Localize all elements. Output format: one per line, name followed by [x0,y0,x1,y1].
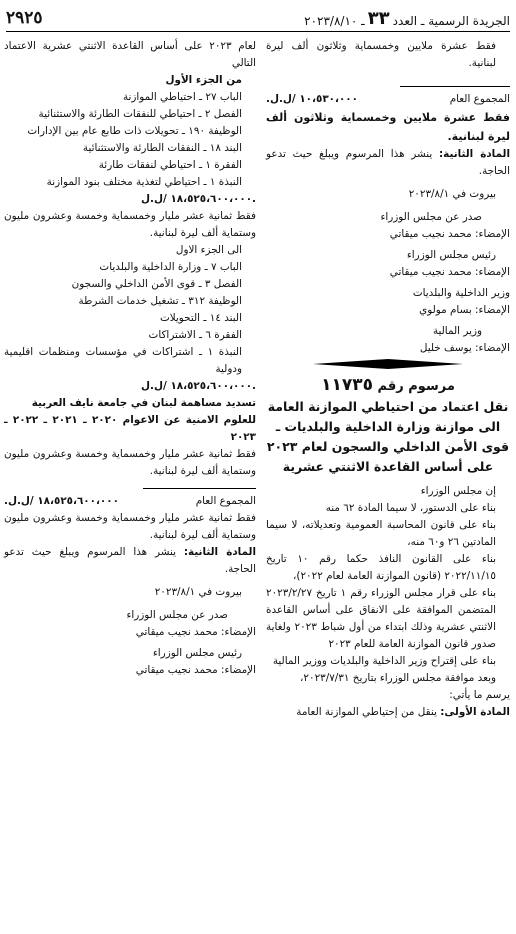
left-column [4,38,256,679]
article-1 [266,704,510,721]
budget-line: الوظيفة ٣١٢ ـ تشغيل خدمات الشرطة [78,295,242,307]
signature-1: الإمضاء: محمد نجيب ميقاتي [389,228,510,240]
issued-by: صدر عن مجلس الوزراء [126,609,228,621]
article-2-text: ينشر هذا المرسوم ويبلغ حيث تدعو الحاجة. [4,546,256,575]
budget-line: الفقرة ١ ـ احتياطي لنفقات طارئة [98,159,242,171]
place-date: بيروت في ٢٠٢٣/٨/١ [154,586,242,598]
total-label: المجموع العام [195,495,256,507]
article-2 [4,544,256,578]
issued-by: صدر عن مجلس الوزراء [380,211,482,223]
signature-2: الإمضاء: محمد نجيب ميقاتي [389,266,510,278]
amount-1-words: فقط ثمانية عشر مليار وخمسماية وخمسة وعشرون مليون وستماية ألف ليرة لبنانية. [4,210,256,239]
place-date: بيروت في ٢٠٢٣/٨/١ [408,188,496,200]
article-2-label: المادة الثانية: [439,148,511,160]
amount-1 [4,191,256,208]
budget-line: البند ١٨ ـ النفقات الطارئة والاستثنائية [82,142,242,154]
signature-3: الإمضاء: بسام مولوي [419,304,510,316]
decree-title-line: نقل اعتماد من احتياطي الموازنة العامة [267,399,509,414]
intro-text: لعام ٢٠٢٣ على أساس القاعدة الاثنتي عشرية الاعتماد التالي [4,40,256,69]
right-column [266,38,510,721]
issue-number: ٣٣ [367,8,390,29]
total-words: فقط ثمانية عشر مليار وخمسماية وخمسة وعشرون مليون وستماية ألف ليرة لبنانية. [4,512,256,541]
decree-title [266,397,510,477]
article-2-label: المادة الثانية: [183,546,257,558]
section-divider-icon [266,359,510,369]
total-row [266,91,510,108]
pm-title: رئيس مجلس الوزراء [152,647,242,659]
total-amount: ١٠،٥٣٠،٠٠٠ /ل.ل. [266,93,358,105]
amount-words: فقط عشرة ملايين وخمسماية وثلاثون ألف ليرة لبنانية. [266,40,496,69]
total-row [4,493,256,510]
nayef-line-2: للعلوم الامنية عن الاعوام ٢٠٢٠ ـ ٢٠٢١ ـ ٢٠٢٢ ـ ٢٠٢٣ [4,414,256,443]
amount-2-words: فقط ثمانية عشر مليار وخمسماية وخمسة وعشرون مليون وستماية ألف ليرة لبنانية. [4,448,256,477]
council-intro: إن مجلس الوزراء [420,485,496,497]
signature-2: الإمضاء: محمد نجيب ميقاتي [135,664,256,676]
basis-3: بناء على القانون النافذ حكما رقم ١٠ تاريخ ٢٠٢٢/١١/١٥ (قانون الموازنة العامة لعام ٢٠٢٢)، [266,553,496,582]
signature-1: الإمضاء: محمد نجيب ميقاتي [135,626,256,638]
amount-value: ١٨،٥٢٥،٦٠٠،٠٠٠ /ل.ل. [141,193,256,205]
budget-line: الفصل ٣ ـ قوى الأمن الداخلي والسجون [71,278,242,290]
amount-2 [4,378,256,395]
basis-6: وبعد موافقة مجلس الوزراء بتاريخ ٢٠٢٣/٧/٣١، [300,672,496,684]
total-amount: ١٨،٥٢٥،٦٠٠،٠٠٠ /ل.ل. [4,495,119,507]
decrees-line: يرسم ما يأتي: [449,689,510,701]
header-journal-info [304,10,510,28]
basis-2: بناء على قانون المحاسبة العمومية وتعديلاته، لا سيما المادتين ٢٦ و٦٠ منه، [266,519,496,548]
issue-date: ـ ٢٠٢٣/٨/١٠ [304,14,365,28]
budget-line: الباب ٢٧ ـ احتياطي الموازنة [122,91,242,103]
budget-line: الفقرة ٦ ـ الاشتراكات [148,329,242,341]
divider-line [400,86,510,87]
nayef-line-1: تسديد مساهمة لبنان في جامعة نايف العربية [31,397,256,409]
decree-number: ١١٧٣٥ [321,375,374,395]
budget-line: النبذة ١ ـ احتياطي لتغذية مختلف بنود الموازنة [46,176,242,188]
decree-label: مرسوم رقم [377,379,455,394]
basis-1: بناء على الدستور، لا سيما المادة ٦٢ منه [325,502,496,514]
budget-line: الباب ٧ ـ وزارة الداخلية والبلديات [99,261,242,273]
amount-value: ١٨،٥٢٥،٦٠٠،٠٠٠ /ل.ل. [141,380,256,392]
article-1-label: المادة الأولى: [440,706,510,718]
part-heading-2: الى الجزء الاول [175,244,242,256]
journal-name: الجريدة الرسمية ـ العدد [392,14,510,28]
decree-title-line: قوى الأمن الداخلي والسجون لعام ٢٠٢٣ [266,439,510,454]
pm-title: رئيس مجلس الوزراء [406,249,496,261]
budget-line: البند ١٤ ـ التحويلات [159,312,242,324]
part-heading: من الجزء الأول [165,74,242,86]
page-number: ٢٩٢٥ [6,8,43,28]
basis-4: بناء على قرار مجلس الوزراء رقم ١ تاريخ ٢٠٢٣/٢/٢٧ المتضمن الموافقة على الانفاق على أساس القاعدة الاثنتي عشرية وذلك ابتداء من أول شباط ٢٠٢٣ ولغاية صدور قانون الموازنة العامة للعام ٢٠٢٣ [266,587,497,650]
signature-4: الإمضاء: يوسف خليل [419,342,510,354]
decree-heading [266,375,510,397]
decree-title-line: على أساس القاعدة الاثنتي عشرية [282,459,494,474]
interior-minister-title: وزير الداخلية والبلديات [412,287,510,299]
page-header [6,2,510,32]
finance-minister-title: وزير المالية [432,325,482,337]
basis-5: بناء على إقتراح وزير الداخلية والبلديات ووزير المالية [272,655,496,667]
total-label: المجموع العام [449,93,510,105]
budget-line: النبذة ١ ـ اشتراكات في مؤسسات ومنظمات اقليمية ودولية [4,346,242,375]
article-2-text: ينشر هذا المرسوم ويبلغ حيث تدعو الحاجة. [266,148,510,177]
budget-line: الوظيفة ١٩٠ ـ تحويلات ذات طابع عام بين الإدارات [27,125,242,137]
decree-title-line: الى موازنة وزارة الداخلية والبلديات ـ [275,419,501,434]
article-1-text: ينقل من إحتياطي الموازنة العامة [296,706,437,718]
budget-line: الفصل ٢ ـ احتياطي للنفقات الطارئة والاستثنائية [38,108,242,120]
total-words: فقط عشرة ملايين وخمسماية وثلاثون ألف ليرة لبنانية. [266,111,510,143]
divider-line [143,488,256,489]
article-2 [266,146,510,180]
